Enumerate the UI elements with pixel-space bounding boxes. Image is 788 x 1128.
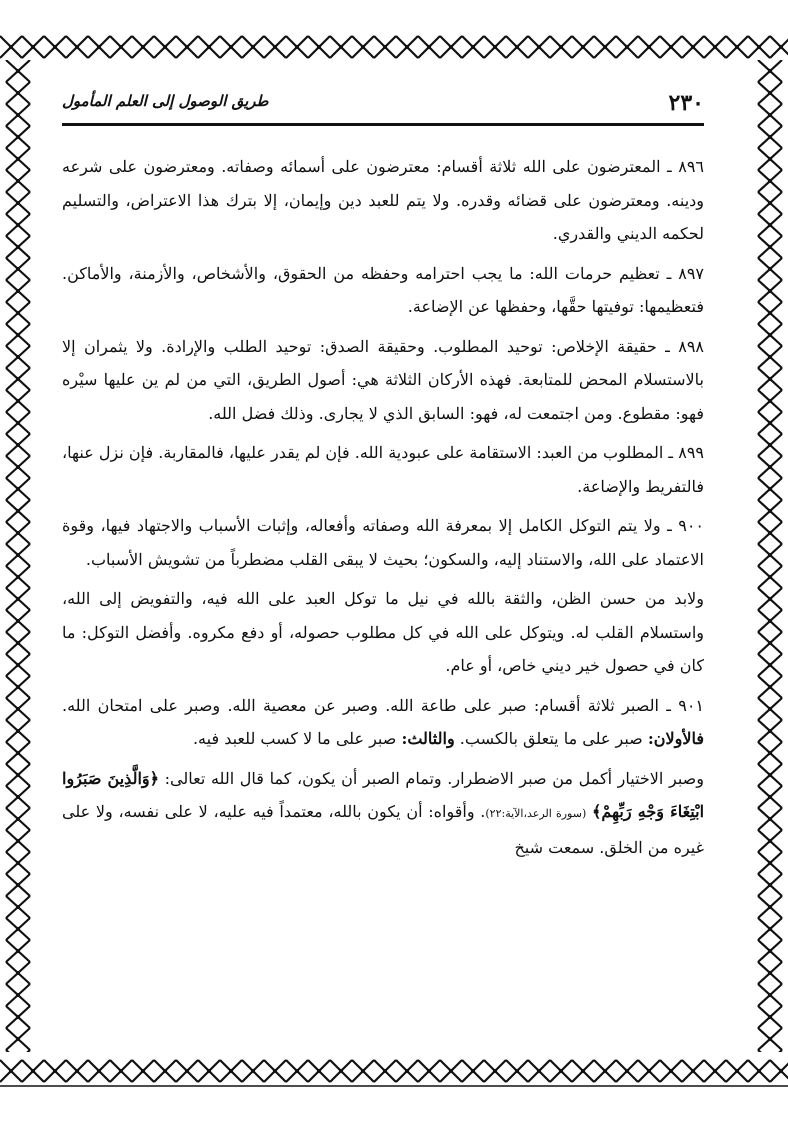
verse-citation: (سورة الرعد،الآية:٢٢) [485,807,587,820]
paragraph-897: ٨٩٧ ـ تعظيم حرمات الله: ما يجب احترامه وحفظه من الحقوق، والأشخاص، والأزمنة، والأماكن. فتعظيمها: توفيتها حقَّها، وحفظها عن الإضاعة. [62,263,704,316]
quran-verse: ﴿وَالَّذِينَ صَبَرُوا ابْتِغَاءَ وَجْهِ رَبِّهِمْ﴾ [62,768,705,821]
decorative-border-bottom [0,1052,788,1128]
decorative-border-left [0,60,40,1052]
page-header [62,88,704,122]
paragraph-901-bold-third: والثالث: [401,729,455,748]
paragraph-patience [62,762,704,865]
decorative-border-right [748,60,788,1052]
header-rule [62,123,704,126]
page-body [62,150,704,864]
paragraph-900-continued: ولابد من حسن الظن، والثقة بالله في نيل ما توكل العبد على الله فيه، والتفويض إلى الله، واستسلام القلب له. ويتوكل على الله في كل مطلوب حصوله، أو دفع مكروه. وأفضل التوكل: ما كان في حصول خير ديني خاص، أو عام. [62,589,705,675]
decorative-border-top [0,0,788,60]
paragraph-901-intro: ٩٠١ ـ الصبر ثلاثة أقسام: صبر على طاعة الله. وصبر عن معصية الله. وصبر على امتحان الله. [62,695,704,715]
paragraph-patience-intro: وصبر الاختيار أكمل من صبر الاضطرار. وتمام الصبر أن يكون، كما قال الله تعالى: [164,768,704,788]
paragraph-901-bold-first: فالأولان: [647,729,704,748]
paragraph-901-middle: صبر على ما يتعلق بالكسب. [459,729,643,748]
paragraph-901 [62,689,704,756]
paragraph-901-end: صبر على ما لا كسب للعبد فيه. [192,729,397,748]
paragraph-patience-end: . وأقواه: أن يكون بالله، معتمداً فيه عليه، لا على نفسه، ولا على غيره من الخلق. سمعت شيخ [62,802,704,857]
paragraph-900: ٩٠٠ ـ ولا يتم التوكل الكامل إلا بمعرفة الله وصفاته وأفعاله، وإثبات الأسباب والاجتهاد فيها، وقوة الاعتماد على الله، والاستناد إليه، والسكون؛ بحيث لا يبقى القلب مضطرباً من تشويش الأسباب. [62,516,704,569]
paragraph-899: ٨٩٩ ـ المطلوب من العبد: الاستقامة على عبودية الله. فإن لم يقدر عليها، فالمقاربة. فإن نزل عنها، فالتفريط والإضاعة. [62,443,704,496]
paragraph-896: ٨٩٦ ـ المعترضون على الله ثلاثة أقسام: معترضون على أسمائه وصفاته. ومعترضون على شرعه ودينه. ومعترضون على قضائه وقدره. ولا يتم للعبد دين وإيمان، إلا بترك هذا الاعتراض، والتسليم لحكمه الديني والقدري. [62,157,704,243]
paragraph-898: ٨٩٨ ـ حقيقة الإخلاص: توحيد المطلوب. وحقيقة الصدق: توحيد الطلب والإرادة. ولا يثمران إلا بالاستسلام المحض للمتابعة. فهذه الأركان الثلاثة هي: أصول الطريق، التي من لم ين عليها سيْره فهو: مقطوع. ومن اجتمعت له، فهو: السابق الذي لا يجارى. وذلك فضل الله. [62,336,704,423]
running-title: طريق الوصول إلى العلم المأمول [62,92,269,110]
page-number: ٢٣٠ [668,90,704,116]
